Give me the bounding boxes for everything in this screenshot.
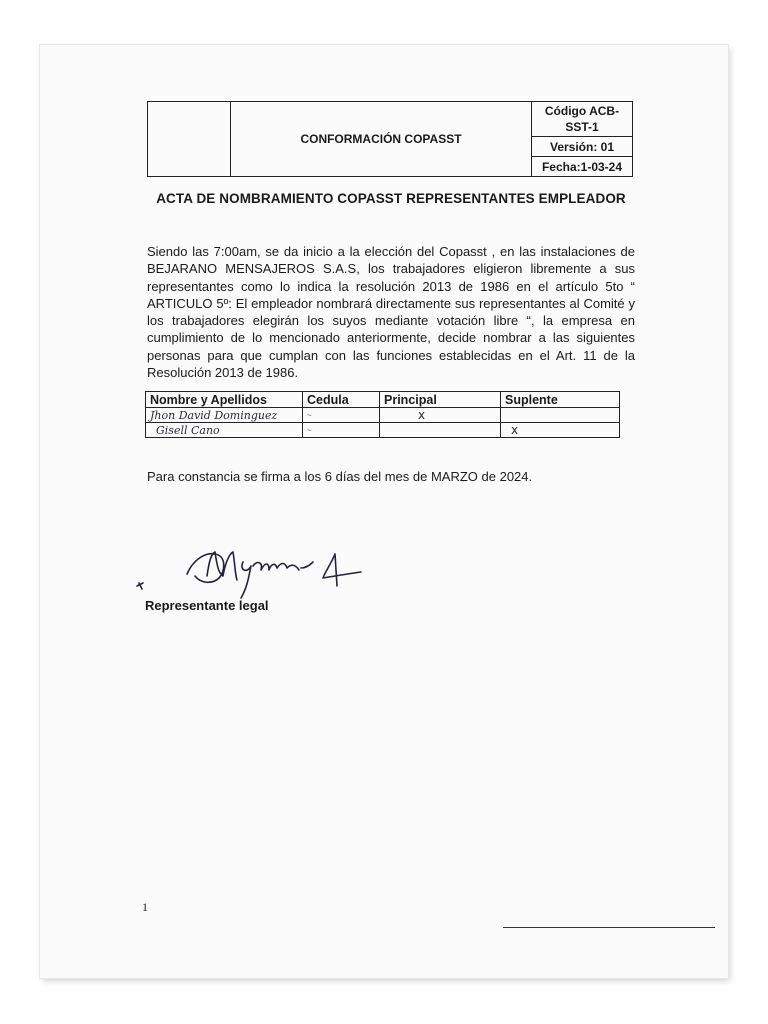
- table-row: [146, 423, 620, 438]
- signature-label: Representante legal: [145, 598, 269, 613]
- cell-name: Gisell Cano: [146, 423, 303, 438]
- cell-suplente: [501, 408, 620, 423]
- footer-line: [503, 927, 715, 928]
- closing-statement: Para constancia se firma a los 6 días del mes de MARZO de 2024.: [147, 469, 533, 484]
- cell-principal: x: [380, 408, 501, 423]
- page-number: 1: [142, 900, 148, 914]
- table-row: [146, 408, 620, 423]
- header-date: Fecha:1-03-24: [532, 157, 633, 177]
- cell-name: Jhon David Dominguez: [146, 408, 303, 423]
- representatives-table: [145, 391, 620, 438]
- header-code: Código ACB- SST-1: [532, 102, 633, 137]
- header-title: CONFORMACIÓN COPASST: [231, 102, 532, 177]
- column-header-cedula: Cedula: [303, 392, 380, 408]
- table-header-row: [146, 392, 620, 408]
- document-header-table: [147, 101, 633, 177]
- header-logo-cell: [148, 102, 231, 177]
- header-version: Versión: 01: [532, 137, 633, 157]
- cell-principal: [380, 423, 501, 438]
- document-title: ACTA DE NOMBRAMIENTO COPASST REPRESENTANTES EMPLEADOR: [156, 191, 626, 206]
- column-header-suplente: Suplente: [501, 392, 620, 408]
- cell-cedula: ~: [303, 408, 380, 423]
- cell-suplente: x: [501, 423, 620, 438]
- column-header-principal: Principal: [380, 392, 501, 408]
- cell-cedula: ~: [303, 423, 380, 438]
- document-page: [40, 45, 728, 978]
- signature-image: [135, 540, 395, 606]
- body-paragraph: Siendo las 7:00am, se da inicio a la elección del Copasst , en las instalaciones de BEJARANO MENSAJEROS S.A.S, los trabajadores eligieron libremente a sus representantes como lo indica la resolución 2013 de 1986 en el artículo 5to “ ARTICULO 5º: El empleador nombrará directamente sus representantes al Comité y los trabajadores elegirán los suyos mediante votación libre “, la empresa en cumplimiento de lo mencionado anteriormente, decide nombrar a las siguientes personas para que cumplan con las funciones establecidas en el Art. 11 de la Resolución 2013 de 1986.: [147, 244, 635, 381]
- column-header-name: Nombre y Apellidos: [146, 392, 303, 408]
